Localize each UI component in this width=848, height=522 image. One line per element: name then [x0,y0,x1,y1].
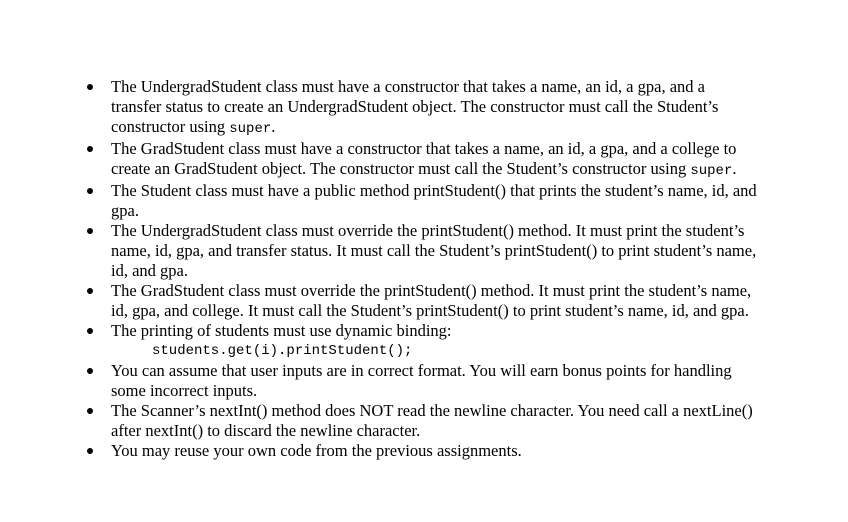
list-item-user-inputs [0,361,848,401]
item-text: You may reuse your own code from the previous assignments. [111,441,522,460]
document-page [0,77,848,461]
item-text: The Student class must have a public method printStudent() that prints the student’s name, id, and gpa. [111,181,757,220]
item-text: The GradStudent class must override the printStudent() method. It must print the student’s name, id, gpa, and college. It must call the Student’s printStudent() to print student’s name, id, and gpa. [111,281,752,320]
requirements-list [0,77,848,461]
item-text: You can assume that user inputs are in correct format. You will earn bonus points for handling some incorrect inputs. [111,361,732,400]
list-item-print-student [0,181,848,221]
code-super: super [690,163,733,179]
item-text: The Scanner’s nextInt() method does NOT read the newline character. You need call a nextLine() after nextInt() to discard the newline character. [111,401,753,440]
item-tail: . [732,159,737,178]
list-item-dynamic-binding [0,321,848,361]
list-item-undergrad-override [0,221,848,281]
bullet-icon [87,368,93,374]
bullet-icon [87,288,93,294]
item-text: The UndergradStudent class must override the printStudent() method. It must print the student’s name, id, gpa, and transfer status. It must call the Student’s printStudent() to print student’s name, id, and gpa. [111,221,757,280]
code-super: super [229,121,272,137]
bullet-icon [87,228,93,234]
bullet-icon [87,328,93,334]
bullet-icon [87,84,93,90]
bullet-icon [87,448,93,454]
item-text: The UndergradStudent class must have a constructor that takes a name, an id, a gpa, and a transfer status to create an UndergradStudent object. The constructor must call the Student’s constructor using [111,77,719,136]
bullet-icon [87,188,93,194]
list-item-undergrad-constructor [0,77,848,139]
item-tail: . [271,117,276,136]
list-item-scanner-nextint [0,401,848,441]
item-text: The printing of students must use dynamic binding: [111,321,452,340]
item-text: The GradStudent class must have a constructor that takes a name, an id, a gpa, and a college to create an GradStudent object. The constructor must call the Student’s constructor using [111,139,737,178]
list-item-grad-override [0,281,848,321]
bullet-icon [87,408,93,414]
bullet-icon [87,146,93,152]
code-snippet: students.get(i).printStudent(); [152,343,413,359]
list-item-reuse-code [0,441,848,461]
list-item-grad-constructor [0,139,848,181]
